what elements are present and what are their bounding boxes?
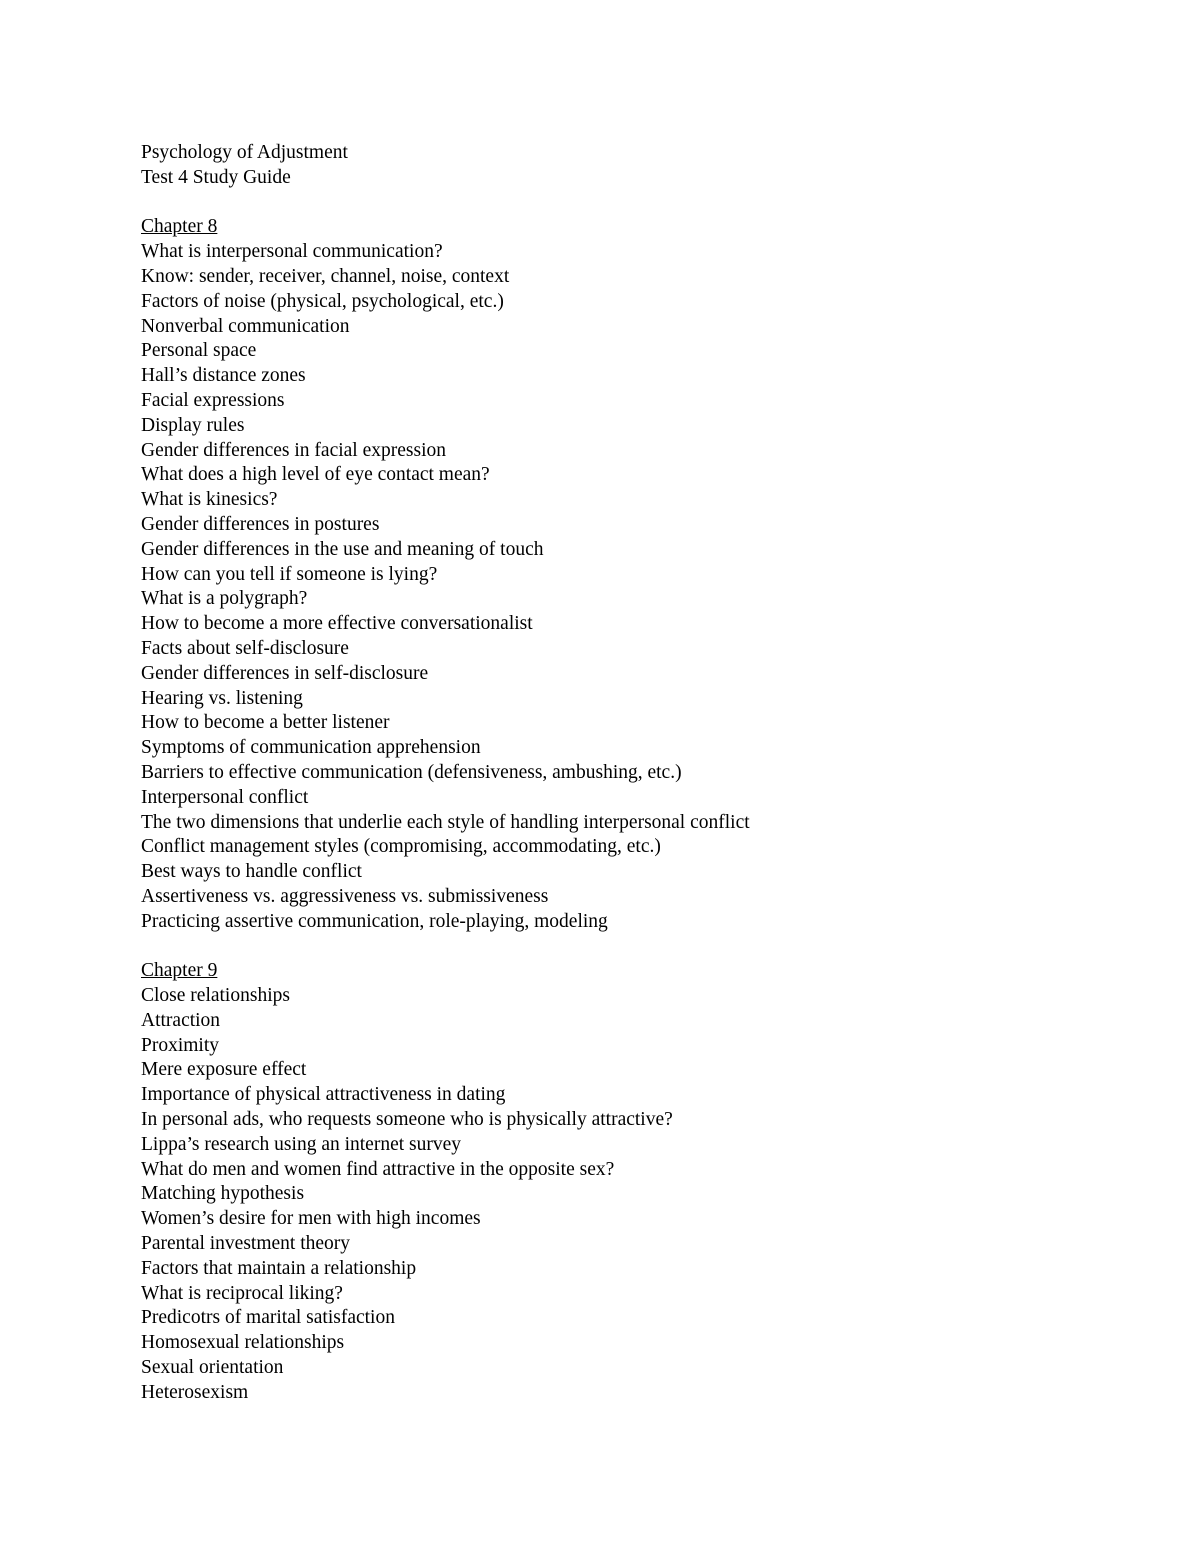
topic-item: Predicotrs of marital satisfaction	[141, 1307, 395, 1329]
topic-item: Matching hypothesis	[141, 1183, 305, 1205]
topic-item: Gender differences in facial expression	[141, 439, 447, 461]
topic-item: Women’s desire for men with high incomes	[141, 1208, 481, 1230]
topic-item: Facts about self-disclosure	[141, 637, 349, 659]
section-chapter-2	[141, 935, 1141, 1406]
topic-item: What is a polygraph?	[141, 588, 308, 610]
topic-item: Gender differences in self-disclosure	[141, 662, 429, 684]
topic-item: Mere exposure effect	[141, 1059, 307, 1081]
topic-item: Nonverbal communication	[141, 315, 350, 337]
topic-item: What does a high level of eye contact mean?	[141, 464, 490, 486]
document-page	[141, 141, 1141, 1406]
topic-item: Personal space	[141, 340, 257, 362]
topic-item: Hall’s distance zones	[141, 365, 306, 387]
sections-container	[141, 215, 1141, 1405]
topic-item: Best ways to handle conflict	[141, 861, 362, 883]
section-chapter-1	[141, 215, 1141, 934]
document-subtitle: Test 4 Study Guide	[141, 166, 291, 188]
topic-item: Homosexual relationships	[141, 1332, 345, 1354]
topic-item: Symptoms of communication apprehension	[141, 737, 481, 759]
topic-item: Heterosexism	[141, 1381, 249, 1403]
topic-item: Display rules	[141, 414, 245, 436]
topic-item: Interpersonal conflict	[141, 786, 309, 808]
section-heading: Chapter 9	[141, 960, 218, 982]
topic-item: Assertiveness vs. aggressiveness vs. submissiveness	[141, 885, 549, 907]
topic-list	[141, 984, 1141, 1406]
topic-item: Hearing vs. listening	[141, 687, 303, 709]
document-title: Psychology of Adjustment	[141, 142, 348, 163]
topic-item: Lippa’s research using an internet survey	[141, 1133, 462, 1155]
topic-item: Factors of noise (physical, psychological, etc.)	[141, 290, 504, 312]
topic-item: How to become a better listener	[141, 712, 390, 734]
topic-item: Gender differences in postures	[141, 513, 380, 535]
topic-item: What do men and women find attractive in the opposite sex?	[141, 1158, 615, 1180]
topic-item: What is interpersonal communication?	[141, 241, 443, 263]
spacer	[141, 191, 1141, 216]
spacer	[141, 935, 1141, 960]
topic-item: Factors that maintain a relationship	[141, 1257, 417, 1279]
topic-item: Proximity	[141, 1034, 220, 1056]
topic-item: The two dimensions that underlie each style of handling interpersonal conflict	[141, 811, 750, 833]
topic-item: Close relationships	[141, 985, 290, 1007]
topic-item: Attraction	[141, 1009, 221, 1031]
topic-item: Barriers to effective communication (defensiveness, ambushing, etc.)	[141, 761, 682, 783]
topic-item: Sexual orientation	[141, 1357, 284, 1379]
topic-item: Practicing assertive communication, role-playing, modeling	[141, 910, 608, 932]
section-heading: Chapter 8	[141, 216, 218, 238]
topic-item: Gender differences in the use and meaning of touch	[141, 538, 544, 560]
topic-item: How to become a more effective conversationalist	[141, 613, 533, 635]
topic-item: Parental investment theory	[141, 1233, 351, 1255]
topic-item: In personal ads, who requests someone who is physically attractive?	[141, 1109, 673, 1131]
topic-list	[141, 240, 1141, 934]
topic-item: How can you tell if someone is lying?	[141, 563, 438, 585]
topic-item: Facial expressions	[141, 389, 285, 411]
topic-item: What is reciprocal liking?	[141, 1282, 343, 1304]
topic-item: Know: sender, receiver, channel, noise, context	[141, 265, 510, 287]
topic-item: Importance of physical attractiveness in dating	[141, 1084, 506, 1106]
topic-item: Conflict management styles (compromising, accommodating, etc.)	[141, 836, 661, 858]
topic-item: What is kinesics?	[141, 489, 278, 511]
